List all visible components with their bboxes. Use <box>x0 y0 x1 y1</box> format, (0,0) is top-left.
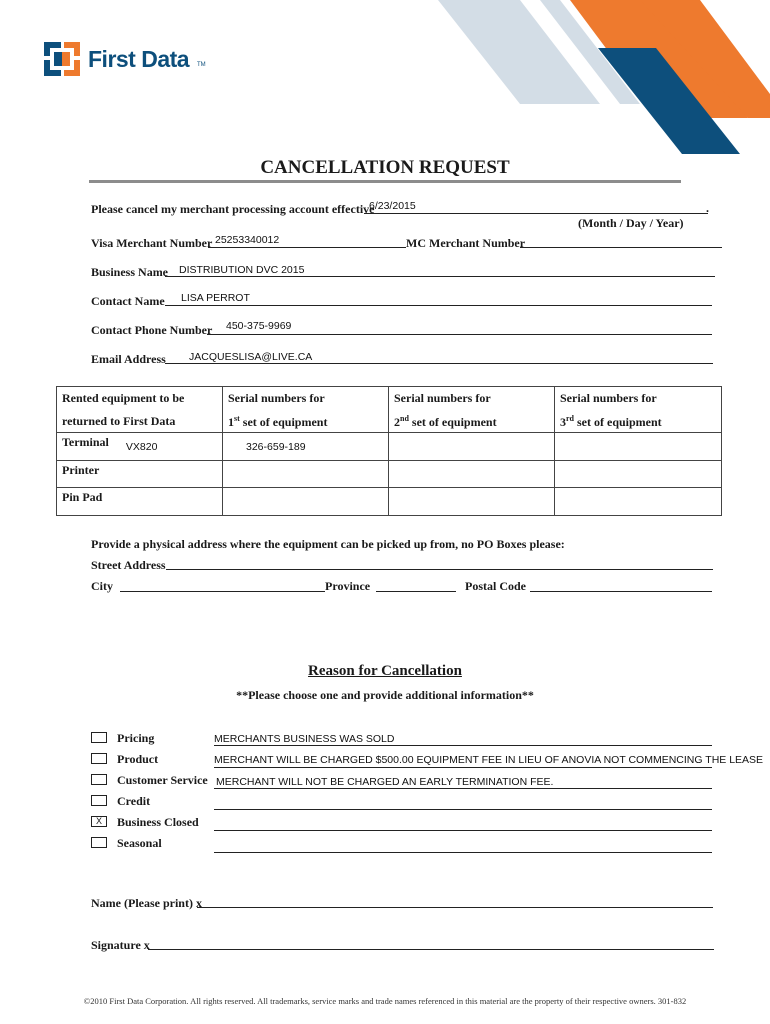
serial-cell[interactable] <box>223 488 389 516</box>
visa-merchant-field[interactable]: 25253340012 <box>215 234 280 246</box>
contact-name-field[interactable]: LISA PERROT <box>181 292 250 304</box>
header-cell <box>555 387 722 433</box>
header-line2: set of equipment <box>577 415 662 429</box>
pale-stripe <box>438 0 600 104</box>
option-note[interactable]: MERCHANT WILL NOT BE CHARGED AN EARLY TERMINATION FEE. <box>216 776 554 788</box>
street-label: Street Address <box>91 558 166 572</box>
header-cell <box>389 387 555 433</box>
visa-label: Visa Merchant Number <box>91 236 213 250</box>
title-rule <box>89 180 681 183</box>
row-label: Terminal <box>62 435 109 449</box>
equipment-table <box>56 386 722 516</box>
postal-label: Postal Code <box>465 579 526 593</box>
period: . <box>706 201 709 215</box>
header-line1: Serial numbers for <box>560 391 657 405</box>
table-row <box>57 488 722 516</box>
reason-title: Reason for Cancellation <box>308 663 462 679</box>
effective-date-line <box>364 213 708 214</box>
email-label: Email Address <box>91 352 166 366</box>
row-label-cell <box>57 488 223 516</box>
phone-line <box>207 334 712 335</box>
product-checkbox[interactable] <box>91 753 107 764</box>
header-line1: Rented equipment to be <box>62 391 185 405</box>
street-field[interactable] <box>166 569 713 570</box>
ordinal: 3 <box>560 415 566 429</box>
option-label: Customer Service <box>117 773 208 787</box>
model-field[interactable]: VX820 <box>125 441 158 453</box>
note-line <box>214 788 712 789</box>
phone-field[interactable]: 450-375-9969 <box>226 320 292 332</box>
business-label: Business Name <box>91 265 169 279</box>
option-label: Pricing <box>117 731 155 745</box>
serial-cell[interactable] <box>223 433 389 461</box>
signature-label: Signature x <box>91 938 150 952</box>
business-name-field[interactable]: DISTRIBUTION DVC 2015 <box>179 264 305 276</box>
logo-mark-icon <box>44 40 82 78</box>
option-label: Product <box>117 752 159 766</box>
print-name-field[interactable] <box>197 907 713 908</box>
header-line2: returned to First Data <box>62 414 176 428</box>
header-cell <box>223 387 389 433</box>
ordinal-suffix: nd <box>400 414 409 423</box>
address-instruction: Provide a physical address where the equipment can be picked up from, no PO Boxes please: <box>91 537 565 551</box>
reason-subtitle: **Please choose one and provide additional information** <box>236 688 534 702</box>
note-line <box>214 830 712 831</box>
print-name-label: Name (Please print) x <box>91 896 202 910</box>
business-closed-checkbox[interactable]: X <box>91 816 107 827</box>
header-line1: Serial numbers for <box>394 391 491 405</box>
mc-label: MC Merchant Number <box>406 236 526 250</box>
header-decoration <box>0 0 770 160</box>
table-row <box>57 433 722 461</box>
contact-label: Contact Name <box>91 294 165 308</box>
serial-cell[interactable] <box>389 488 555 516</box>
header-line1: Serial numbers for <box>228 391 325 405</box>
customer-service-checkbox[interactable] <box>91 774 107 785</box>
ordinal-suffix: rd <box>566 414 574 423</box>
row-label-cell <box>57 433 223 461</box>
option-note[interactable]: MERCHANTS BUSINESS WAS SOLD <box>214 733 395 745</box>
trademark: TM <box>197 62 206 68</box>
option-label: Seasonal <box>117 836 162 850</box>
footer-copyright: ©2010 First Data Corporation. All rights reserved. All trademarks, service marks and trade names referenced in this material are the property of their respective owners. 301-832 <box>83 996 687 1006</box>
seasonal-checkbox[interactable] <box>91 837 107 848</box>
date-hint: (Month / Day / Year) <box>578 216 684 230</box>
postal-field[interactable] <box>530 591 712 592</box>
header-cell <box>57 387 223 433</box>
serial-cell[interactable] <box>389 433 555 461</box>
city-field[interactable] <box>120 591 325 592</box>
table-row <box>57 461 722 488</box>
province-label: Province <box>325 579 371 593</box>
note-line <box>214 852 712 853</box>
ordinal: 2 <box>394 415 400 429</box>
serial-cell[interactable] <box>223 461 389 488</box>
page-title: CANCELLATION REQUEST <box>260 157 510 178</box>
email-field[interactable]: JACQUESLISA@LIVE.CA <box>189 351 313 363</box>
option-label: Business Closed <box>117 815 199 829</box>
province-field[interactable] <box>376 591 456 592</box>
serial-cell[interactable] <box>389 461 555 488</box>
row-label: Printer <box>62 463 100 477</box>
brand-name: First Data <box>88 46 190 72</box>
option-label: Credit <box>117 794 151 808</box>
note-line <box>214 745 712 746</box>
email-line <box>165 363 713 364</box>
row-label-cell <box>57 461 223 488</box>
first-data-logo <box>44 40 214 80</box>
effective-label: Please cancel my merchant processing account effective <box>91 202 375 216</box>
visa-line <box>208 247 406 248</box>
city-label: City <box>91 579 113 593</box>
effective-date-field[interactable]: 6/23/2015 <box>369 200 416 212</box>
serial-cell[interactable] <box>555 461 722 488</box>
row-label: Pin Pad <box>62 490 103 504</box>
contact-line <box>165 305 712 306</box>
header-line2: set of equipment <box>242 415 328 429</box>
phone-label: Contact Phone Number <box>91 323 213 337</box>
equipment-header-row <box>57 387 722 433</box>
serial-field[interactable]: 326-659-189 <box>246 441 306 453</box>
signature-field[interactable] <box>148 949 714 950</box>
ordinal: 1 <box>228 415 234 429</box>
serial-cell[interactable] <box>555 433 722 461</box>
note-line <box>214 767 712 768</box>
serial-cell[interactable] <box>555 488 722 516</box>
pricing-checkbox[interactable] <box>91 732 107 743</box>
credit-checkbox[interactable] <box>91 795 107 806</box>
mc-merchant-field[interactable] <box>520 247 722 248</box>
option-note[interactable]: MERCHANT WILL BE CHARGED $500.00 EQUIPMENT FEE IN LIEU OF ANOVIA NOT COMMENCING THE LEASE <box>214 754 764 766</box>
business-line <box>165 276 715 277</box>
header-line2: set of equipment <box>411 415 497 429</box>
ordinal-suffix: st <box>234 414 240 423</box>
note-line <box>214 809 712 810</box>
